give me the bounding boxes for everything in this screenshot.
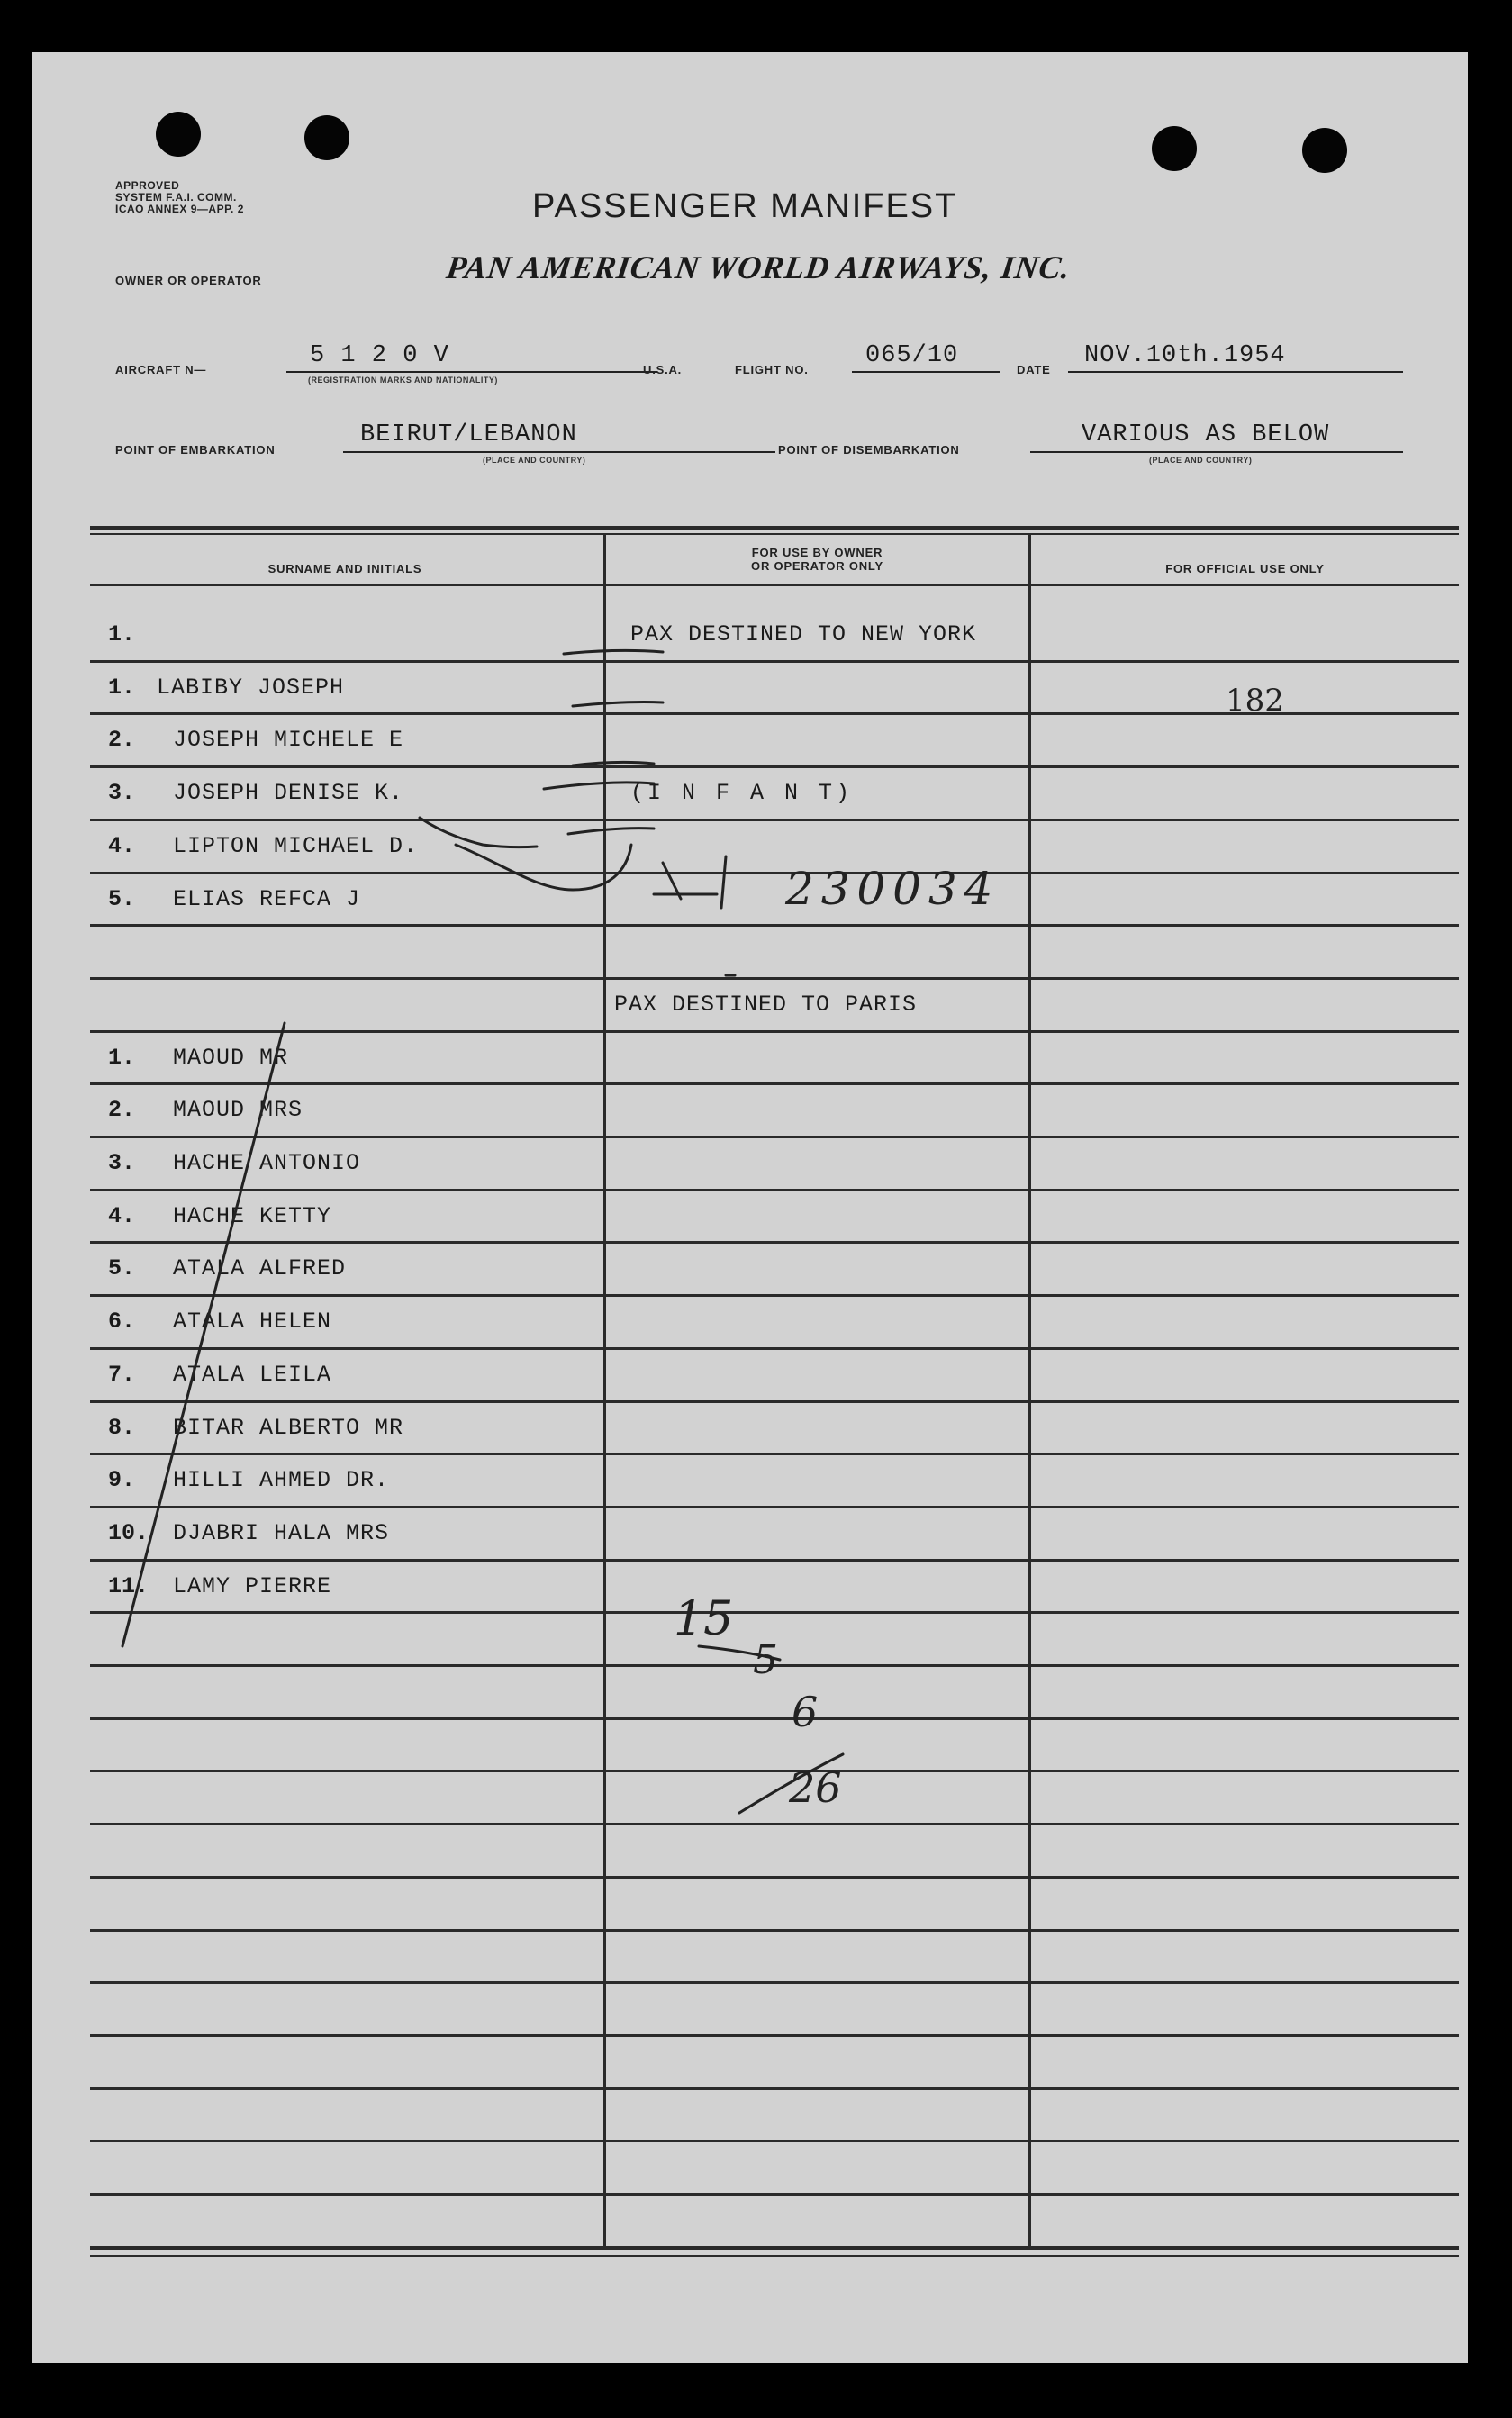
passenger-name: HILLI AHMED DR.: [173, 1467, 390, 1493]
row-number: 8.: [108, 1415, 136, 1441]
row-number: 5.: [108, 1255, 136, 1281]
passenger-name: MAOUD MRS: [173, 1097, 303, 1123]
flight-label: FLIGHT NO.: [735, 363, 809, 376]
col-header-official: FOR OFFICIAL USE ONLY: [1165, 562, 1325, 575]
disembark-label: POINT OF DISEMBARKATION: [778, 443, 960, 457]
row-number: 4.: [108, 1203, 136, 1229]
date-label: DATE: [1017, 363, 1051, 376]
approval-line: APPROVED: [115, 179, 180, 192]
passenger-name: MAOUD MR: [173, 1045, 289, 1071]
row-number: 3.: [108, 780, 136, 806]
disembark-value: VARIOUS AS BELOW: [1082, 421, 1330, 448]
passenger-name: LABIBY JOSEPH: [157, 675, 345, 701]
row-number: 11.: [108, 1573, 149, 1599]
company-name: PAN AMERICAN WORLD AIRWAYS, INC.: [444, 249, 1073, 285]
usa-label: U.S.A.: [643, 363, 683, 376]
passenger-name: JOSEPH MICHELE E: [173, 727, 404, 753]
passenger-name: HACHE KETTY: [173, 1203, 332, 1229]
official-count: 182: [1226, 683, 1284, 719]
passenger-name: JOSEPH DENISE K.: [173, 780, 404, 806]
row-number: 1.: [108, 675, 136, 701]
passenger-name: ATALA HELEN: [173, 1309, 332, 1335]
row-number: 1.: [108, 1045, 136, 1071]
embark-label: POINT OF EMBARKATION: [115, 443, 276, 457]
col-header-surname: SURNAME AND INITIALS: [267, 562, 422, 575]
disembark-sublabel: (PLACE AND COUNTRY): [1149, 456, 1253, 465]
handwritten-code: 2 3 0 0 3 4: [785, 863, 990, 915]
row-number: 4.: [108, 833, 136, 859]
row-number: 2.: [108, 727, 136, 753]
aircraft-label: AIRCRAFT N—: [115, 363, 207, 376]
aircraft-sublabel: (REGISTRATION MARKS AND NATIONALITY): [308, 376, 498, 385]
row-note: PAX DESTINED TO PARIS: [614, 992, 918, 1018]
row-note: (I N F A N T): [630, 780, 854, 806]
tally-3: 6: [792, 1688, 819, 1736]
pen-strokes: [32, 52, 1468, 2363]
row-number: 10.: [108, 1520, 149, 1546]
row-number: 1.: [108, 621, 136, 648]
aircraft-value: 5 1 2 0 V: [310, 342, 449, 369]
tally-1: 15: [674, 1592, 734, 1646]
embark-value: BEIRUT/LEBANON: [360, 421, 577, 448]
tally-2: 5: [753, 1637, 778, 1683]
tally-total: 26: [789, 1763, 842, 1812]
row-number: 7.: [108, 1362, 136, 1388]
passenger-name: HACHE ANTONIO: [173, 1150, 361, 1176]
row-number: 5.: [108, 886, 136, 912]
passenger-name: ATALA ALFRED: [173, 1255, 347, 1281]
passenger-name: LIPTON MICHAEL D.: [173, 833, 419, 859]
embark-sublabel: (PLACE AND COUNTRY): [483, 456, 586, 465]
row-note: PAX DESTINED TO NEW YORK: [630, 621, 977, 648]
passenger-name: DJABRI HALA MRS: [173, 1520, 390, 1546]
passenger-name: BITAR ALBERTO MR: [173, 1415, 404, 1441]
owner-label: OWNER OR OPERATOR: [115, 274, 262, 287]
row-number: 6.: [108, 1309, 136, 1335]
passenger-name: ELIAS REFCA J: [173, 886, 361, 912]
flight-value: 065/10: [865, 342, 959, 369]
approval-line: SYSTEM F.A.I. COMM.: [115, 191, 237, 204]
row-number: 2.: [108, 1097, 136, 1123]
manifest-sheet: [32, 52, 1468, 2363]
date-value: NOV.10th.1954: [1084, 342, 1286, 369]
page-title: PASSENGER MANIFEST: [532, 187, 958, 225]
row-number: 3.: [108, 1150, 136, 1176]
col-header-owner-line: OR OPERATOR ONLY: [751, 559, 883, 573]
row-number: 9.: [108, 1467, 136, 1493]
passenger-name: LAMY PIERRE: [173, 1573, 332, 1599]
approval-line: ICAO ANNEX 9—APP. 2: [115, 203, 244, 215]
col-header-owner-line: FOR USE BY OWNER: [751, 546, 883, 559]
passenger-name: ATALA LEILA: [173, 1362, 332, 1388]
